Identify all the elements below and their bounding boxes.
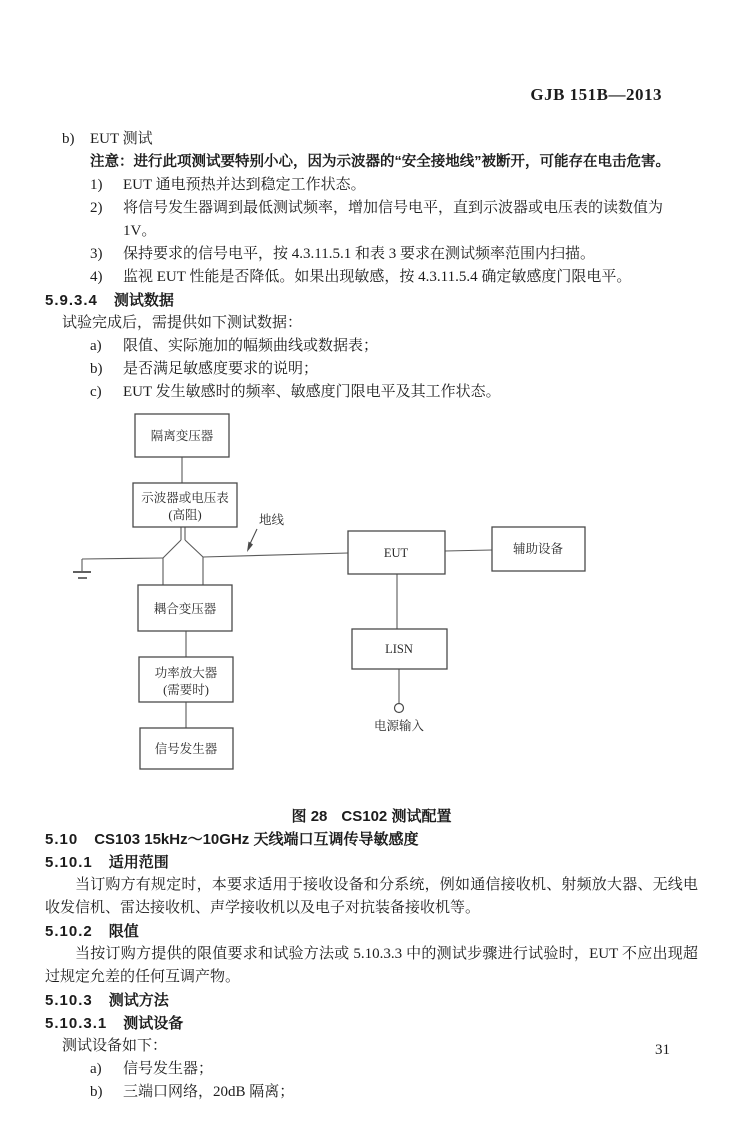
- test-step: [90, 197, 698, 243]
- test-data-intro: 试验完成后，需提供如下测试数据：: [62, 315, 303, 331]
- eut-test-heading: [62, 128, 698, 151]
- item-text: 三端口网络，20dB 隔离；: [123, 1084, 295, 1100]
- list-marker: b): [90, 361, 103, 377]
- section-number: 5.10.3.1: [45, 1015, 108, 1032]
- item-text: EUT 发生敏感时的频率、敏感度门限电平及其工作状态。: [123, 384, 501, 400]
- step-text: 监视 EUT 性能是否降低。如果出现敏感，按 4.3.11.5.4 确定敏感度门限电平。: [123, 269, 632, 285]
- eut-box: [348, 531, 445, 574]
- section-title: 适用范围: [108, 854, 169, 871]
- list-item: [90, 335, 698, 358]
- ground-wire-label: 地线: [259, 513, 285, 527]
- section-heading-5102: [45, 920, 698, 943]
- step-text: 将信号发生器调到最低测试频率，增加信号电平，直到示波器或电压表的读数值为 1V。: [123, 200, 664, 239]
- eut-label: EUT: [383, 546, 409, 560]
- list-marker: a): [90, 1061, 102, 1077]
- section-title: 测试设备: [123, 1015, 184, 1032]
- coupling-transformer-box: [138, 585, 232, 631]
- list-marker: b): [62, 131, 75, 147]
- figure-caption: [45, 805, 698, 828]
- power-amplifier-label-line1: 功率放大器: [154, 666, 218, 680]
- isolation-transformer-box: [135, 414, 229, 457]
- coupling-transformer-label: 耦合变压器: [153, 602, 217, 616]
- limit-paragraph: 当按订购方提供的限值要求和试验方法或 5.10.3.3 中的测试步骤进行试验时，EUT 不应出现超过规定允差的任何互调产物。: [45, 946, 698, 985]
- signal-generator-label: 信号发生器: [154, 742, 218, 756]
- page-content: [45, 128, 698, 1104]
- test-step: [90, 266, 698, 289]
- item-text: 信号发生器；: [123, 1061, 214, 1077]
- isolation-transformer-label: 隔离变压器: [150, 429, 214, 443]
- list-item: [90, 1081, 698, 1104]
- list-marker: 2): [90, 200, 103, 216]
- auxiliary-equipment-label: 辅助设备: [512, 542, 564, 556]
- section-number: 5.10.1: [45, 854, 93, 871]
- section-title: CS103 15kHz～10GHz 天线端口互调传导敏感度: [94, 831, 419, 848]
- section-number: 5.10.3: [45, 992, 93, 1009]
- page-number: 31: [655, 1042, 670, 1058]
- section-heading-51031: [45, 1012, 698, 1035]
- item-text: 限值、实际施加的幅频曲线或数据表；: [123, 338, 379, 354]
- lisn-label: LISN: [385, 642, 413, 656]
- ground-symbol-icon: [73, 572, 91, 578]
- figure-number: 图 28: [291, 808, 328, 825]
- list-marker: 1): [90, 177, 103, 193]
- figure-diagram: [60, 409, 698, 802]
- list-marker: b): [90, 1084, 103, 1100]
- list-marker: 3): [90, 246, 103, 262]
- section-number: 5.10: [45, 831, 79, 848]
- equipment-intro: 测试设备如下：: [62, 1038, 168, 1054]
- figure-title: CS102 测试配置: [341, 808, 452, 825]
- test-step: [90, 243, 698, 266]
- lisn-box: [352, 629, 447, 669]
- section-title: 测试方法: [108, 992, 169, 1009]
- power-input-terminal-icon: [395, 704, 404, 713]
- section-heading-510: [45, 828, 698, 851]
- section-title: 测试数据: [113, 292, 174, 309]
- item-text: 是否满足敏感度要求的说明；: [123, 361, 319, 377]
- auxiliary-equipment-box: [492, 527, 585, 571]
- doc-number: GJB 151B—2013: [530, 85, 662, 104]
- step-text: EUT 通电预热并达到稳定工作状态。: [123, 177, 366, 193]
- power-input-label: 电源输入: [373, 719, 425, 733]
- step-text: 保持要求的信号电平，按 4.3.11.5.1 和表 3 要求在测试频率范围内扫描。: [123, 246, 595, 262]
- warning-note: 注意：进行此项测试要特别小心，因为示波器的“安全接地线”被断开，可能存在电击危害。: [90, 154, 670, 170]
- section-number: 5.10.2: [45, 923, 93, 940]
- scope-paragraph: 当订购方有规定时，本要求适用于接收设备和分系统，例如通信接收机、射频放大器、无线电收发信机、雷达接收机、声学接收机以及电子对抗装备接收机等。: [45, 877, 698, 916]
- cs102-test-config-diagram: [60, 409, 680, 794]
- eut-test-title: EUT 测试: [90, 131, 153, 147]
- section-heading-5101: [45, 851, 698, 874]
- list-marker: c): [90, 384, 102, 400]
- power-amplifier-box: [139, 657, 233, 702]
- section-heading-5934: [45, 289, 698, 312]
- list-marker: a): [90, 338, 102, 354]
- ground-wire-arrow-icon: [247, 529, 257, 552]
- oscilloscope-label-line2: (高阻): [168, 508, 202, 522]
- section-number: 5.9.3.4: [45, 292, 98, 309]
- list-marker: 4): [90, 269, 103, 285]
- signal-generator-box: [140, 728, 233, 769]
- oscilloscope-label-line1: 示波器或电压表: [141, 491, 229, 505]
- power-amplifier-label-line2: (需要时): [163, 683, 209, 697]
- test-step: [90, 174, 698, 197]
- list-item: [90, 381, 698, 404]
- section-heading-5103: [45, 989, 698, 1012]
- list-item: [90, 358, 698, 381]
- oscilloscope-box: [133, 483, 237, 527]
- list-item: [90, 1058, 698, 1081]
- section-title: 限值: [108, 923, 139, 940]
